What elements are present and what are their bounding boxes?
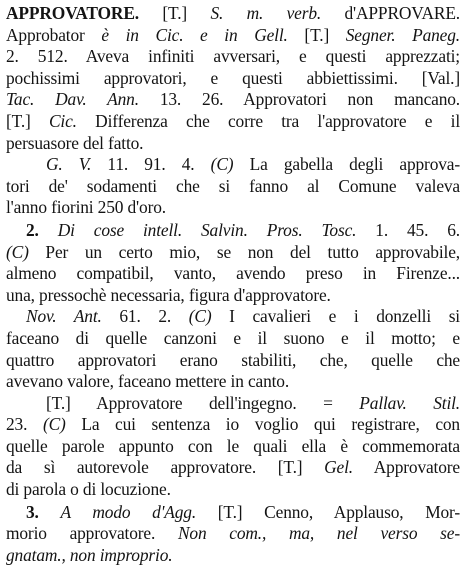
entry-text: [T.] xyxy=(6,110,49,131)
entry-line xyxy=(6,306,460,328)
entry-line xyxy=(6,263,460,285)
entry-line xyxy=(6,479,460,501)
italic-text: Non com., ma, nel verso se- xyxy=(177,523,460,544)
entry-line xyxy=(6,285,460,307)
italic-text: (C) xyxy=(42,414,66,435)
entry-text: tori de' sodamenti che si fanno al Comune valeva xyxy=(6,175,460,196)
entry-line xyxy=(6,3,460,25)
entry-line xyxy=(6,393,460,415)
italic-text: Nov. Ant. xyxy=(26,306,102,327)
entry-line xyxy=(6,197,460,219)
bold-text: 3. xyxy=(26,501,61,522)
entry-line xyxy=(6,436,460,458)
entry-text: di parola o di locuzione. xyxy=(6,479,171,500)
entry-text: La cui sentenza io voglio qui registrare, con xyxy=(65,414,460,435)
italic-text: (C) xyxy=(188,306,212,327)
entry-line xyxy=(6,523,460,545)
entry-text: l'anno fiorini 250 d'oro. xyxy=(6,197,166,218)
entry-text: d'APPROVARE. xyxy=(321,3,460,23)
entry-line xyxy=(6,371,460,393)
entry-line xyxy=(6,350,460,372)
entry-text: pochissimi approvatori, e questi abbiettissimi. [Val.] xyxy=(6,67,460,88)
entry-text: 13. 26. Approvatori non mancano. xyxy=(138,89,460,110)
entry-text: da sì autorevole approvatore. [T.] xyxy=(6,457,325,478)
entry-line xyxy=(6,111,460,133)
italic-text: (C) xyxy=(6,241,29,262)
entry-line xyxy=(6,25,460,47)
entry-line xyxy=(6,46,460,68)
entry-text: quelle parole appunto con le quali ella è commemorata xyxy=(6,435,460,456)
bold-text: 2. xyxy=(26,219,58,240)
entry-text: [T.] xyxy=(287,24,346,45)
italic-text: S. m. verb. xyxy=(210,3,322,23)
entry-line xyxy=(6,457,460,479)
entry-text: 1. 45. 6. xyxy=(356,219,460,240)
entry-text: I cavalieri e i donzelli si xyxy=(211,306,460,327)
entry-text: Approbator xyxy=(6,24,102,45)
italic-text: Gel. xyxy=(324,457,353,478)
italic-text: Segner. Paneg. xyxy=(345,24,460,45)
entry-text: faceano di quelle canzoni e il suono e il motto; e xyxy=(6,327,460,348)
entry-line xyxy=(6,220,460,242)
italic-text: Di cose intell. Salvin. Pros. Tosc. xyxy=(57,219,357,240)
entry-text: 11. 91. 4. xyxy=(91,154,211,175)
entry-text: [T.] Approvatore dell'ingegno. = xyxy=(46,392,360,413)
entry-line xyxy=(6,68,460,90)
entry-text: morio approvatore. xyxy=(6,523,178,544)
entry-text: 61. 2. xyxy=(101,306,189,327)
italic-text: A modo d'Agg. xyxy=(60,501,197,522)
entry-text: La gabella degli approva- xyxy=(233,154,460,175)
italic-text: Tac. Dav. Ann. xyxy=(6,89,139,110)
entry-text: 2. 512. Aveva infiniti avversari, e questi apprezzati; xyxy=(6,46,460,67)
entry-line xyxy=(6,414,460,436)
entry-text: Differenza che corre tra l'approvatore e il xyxy=(76,110,460,131)
italic-text: gnatam., non improprio. xyxy=(6,544,173,565)
dictionary-entry xyxy=(6,3,460,566)
bold-text: APPROVATORE. xyxy=(6,3,139,23)
entry-text: una, pressochè necessaria, figura d'approvatore. xyxy=(6,284,331,305)
entry-line xyxy=(6,133,460,155)
entry-text: almeno compatibil, vanto, avendo preso in Firenze... xyxy=(6,263,460,284)
italic-text: Cic. xyxy=(48,110,77,131)
italic-text: (C) xyxy=(210,154,234,175)
entry-line xyxy=(6,176,460,198)
italic-text: è in Cic. e in Gell. xyxy=(101,24,288,45)
entry-text: quattro approvatori erano stabiliti, che, quelle che xyxy=(6,349,460,370)
entry-line xyxy=(6,545,460,566)
entry-text: [T.] Cenno, Applauso, Mor- xyxy=(196,501,460,522)
entry-text: persuasore del fatto. xyxy=(6,132,144,153)
entry-text: Per un certo mio, se non del tutto approvabile, xyxy=(28,241,460,262)
entry-line xyxy=(6,242,460,264)
entry-text: 23. xyxy=(6,414,43,435)
entry-text: [T.] xyxy=(139,3,211,23)
entry-line xyxy=(6,89,460,111)
entry-line xyxy=(6,154,460,176)
entry-line xyxy=(6,502,460,524)
entry-text: avevano valore, faceano mettere in canto. xyxy=(6,371,290,392)
entry-text: Approvatore xyxy=(353,457,460,478)
entry-line xyxy=(6,328,460,350)
italic-text: G. V. xyxy=(46,154,92,175)
italic-text: Pallav. Stil. xyxy=(359,392,460,413)
